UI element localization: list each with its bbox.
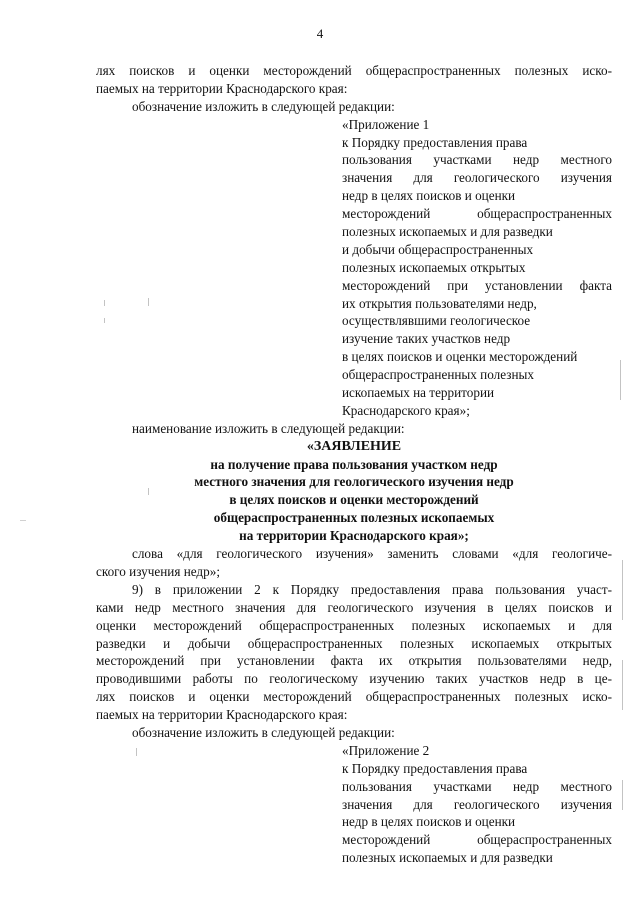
appendix-line: недр в целях поисков и оценки [342, 814, 516, 830]
instruction-line: обозначение изложить в следующей редакции: [132, 724, 395, 740]
scan-artifact [104, 318, 105, 323]
appendix-line: к Порядку предоставления права [342, 134, 528, 150]
scan-artifact [622, 560, 623, 620]
appendix-line: их открытия пользователями недр, [342, 295, 537, 311]
appendix-line: и добычи общераспространенных [342, 241, 534, 257]
appendix-line: полезных ископаемых и для разведки [342, 850, 553, 866]
appendix-line: месторождений общераспространенных [342, 832, 612, 848]
text-line: лях поисков и оценки месторождений общераспространенных полезных иско- [96, 63, 612, 78]
text-line: ского изучения недр»; [96, 563, 220, 579]
text-line: лях поисков и оценки месторождений общераспространенных полезных иско- [96, 689, 612, 705]
scan-artifact [20, 520, 26, 521]
instruction-line: обозначение изложить в следующей редакции: [132, 98, 395, 114]
scan-artifact [620, 360, 621, 400]
appendix-line: к Порядку предоставления права [342, 760, 528, 776]
statement-line: в целях поисков и оценки месторождений [229, 492, 479, 508]
scan-artifact [622, 780, 623, 810]
appendix-line: месторождений при установлении факта [342, 277, 612, 293]
appendix-line: ископаемых на территории [342, 385, 495, 401]
instruction-line: наименование изложить в следующей редакции: [132, 420, 405, 436]
statement-line: на территории Краснодарского края»; [239, 528, 469, 544]
appendix-line: полезных ископаемых открытых [342, 259, 526, 275]
appendix-line: месторождений общераспространенных [342, 206, 612, 222]
document-body [96, 62, 612, 867]
scan-artifact [622, 660, 623, 710]
text-line: проводившими работы по геологическому изучению таких участков недр в це- [96, 671, 612, 687]
scan-artifact [104, 300, 105, 306]
appendix-line: Краснодарского края»; [342, 402, 470, 418]
appendix-line: полезных ископаемых и для разведки [342, 224, 553, 240]
appendix-line: недр в целях поисков и оценки [342, 188, 516, 204]
text-line: месторождений при установлении факта их открытия пользователями недр, [96, 653, 612, 669]
text-line: 9) в приложении 2 к Порядку предоставления права пользования участ- [132, 581, 612, 597]
text-line: разведки и добычи общераспространенных полезных ископаемых открытых [96, 635, 612, 651]
appendix-line: изучение таких участков недр [342, 331, 511, 347]
text-line: паемых на территории Краснодарского края: [96, 80, 348, 96]
scan-artifact [148, 298, 149, 306]
appendix-line: «Приложение 2 [342, 742, 430, 758]
appendix-line: «Приложение 1 [342, 116, 430, 132]
page-number: 4 [316, 26, 324, 41]
scan-artifact [148, 488, 149, 495]
text-line: ками недр местного значения для геологического изучения в целях поисков и [96, 599, 612, 615]
statement-title: «ЗАЯВЛЕНИЕ [306, 438, 402, 454]
appendix-line: общераспространенных полезных [342, 367, 534, 383]
appendix-line: осуществлявшими геологическое [342, 313, 531, 329]
scan-artifact [136, 748, 137, 756]
text-line: оценки месторождений общераспространенных полезных ископаемых и для [96, 617, 612, 633]
appendix-line: пользования участками недр местного [342, 152, 612, 168]
appendix-line: значения для геологического изучения [342, 170, 612, 186]
text-line: паемых на территории Краснодарского края: [96, 707, 348, 723]
statement-line: местного значения для геологического изучения недр [194, 474, 514, 490]
statement-line: на получение права пользования участком недр [210, 456, 498, 472]
appendix-line: в целях поисков и оценки месторождений [342, 349, 578, 365]
text-line: слова «для геологического изучения» заменить словами «для геологиче- [132, 546, 612, 562]
appendix-line: значения для геологического изучения [342, 796, 612, 812]
statement-line: общераспространенных полезных ископаемых [213, 510, 495, 526]
appendix-line: пользования участками недр местного [342, 778, 612, 794]
